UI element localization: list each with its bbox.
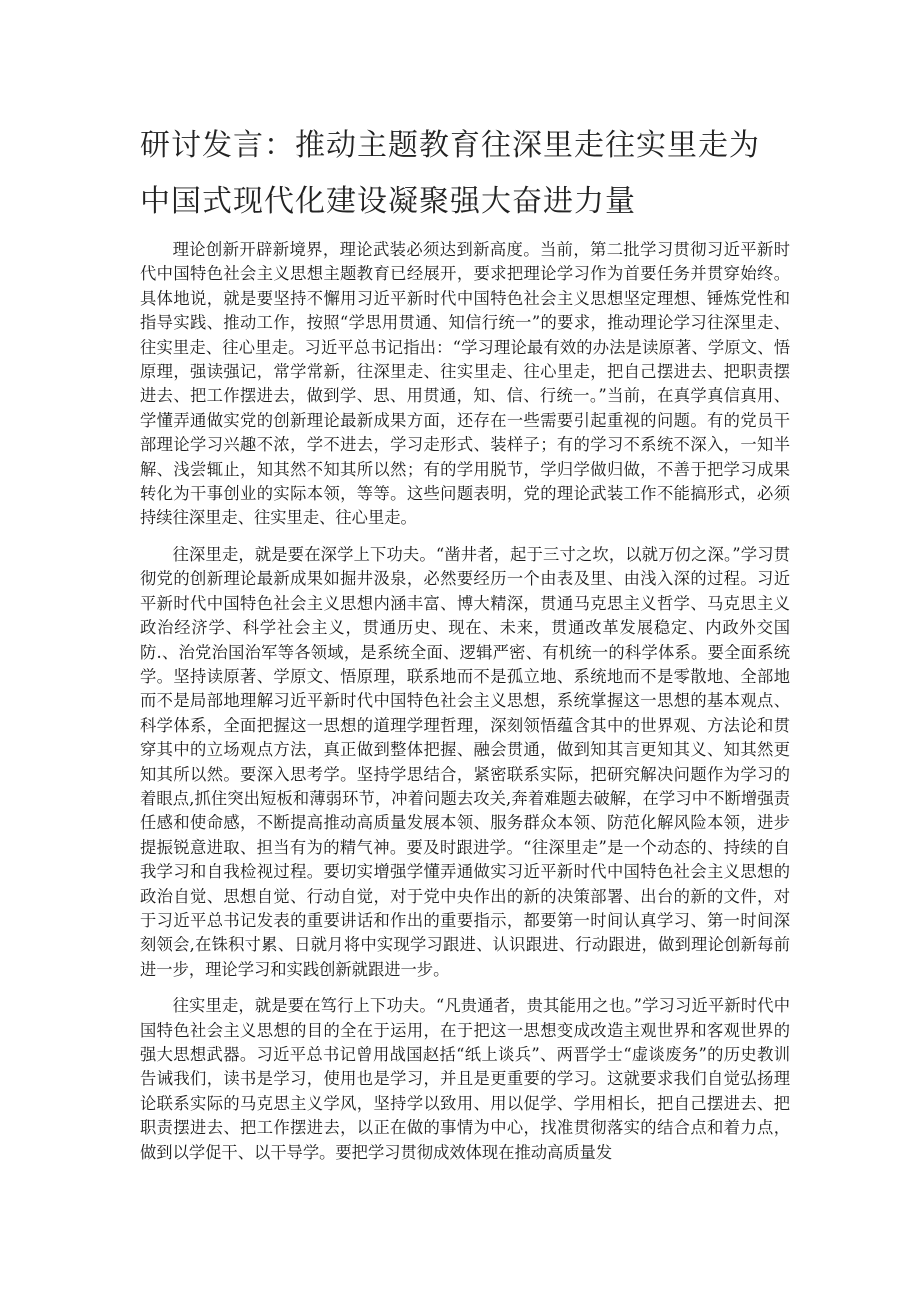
paragraph-1: 理论创新开辟新境界，理论武装必须达到新高度。当前，第二批学习贯彻习近平新时代中国特色社会主义思想主题教育已经展开，要求把理论学习作为首要任务并贯穿始终。具体地说，就是要坚持不懈用习近平新时代中国特色社会主义思想坚定理想、锤炼党性和指导实践、推动工作，按照“学思用贯通、知信行统一”的要求，推动理论学习往深里走、往实里走、往心里走。习近平总书记指出：“学习理论最有效的办法是读原著、学原文、悟原理，强读强记，常学常新，往深里走、往实里走、往心里走，把自己摆进去、把职责摆进去、把工作摆进去，做到学、思、用贯通，知、信、行统一。”当前，在真学真信真用、学懂弄通做实党的创新理论最新成果方面，还存在一些需要引起重视的问题。有的党员干部理论学习兴趣不浓，学不进去，学习走形式、装样子；有的学习不系统不深入，一知半解、浅尝辄止，知其然不知其所以然；有的学用脱节，学归学做归做，不善于把学习成果转化为干事创业的实际本领，等等。这些问题表明，党的理论武装工作不能搞形式，必须持续往深里走、往实里走、往心里走。 <box>140 240 790 528</box>
document-page <box>140 118 790 1177</box>
document-title: 研讨发言：推动主题教育往深里走往实里走为中国式现代化建设凝聚强大奋进力量 <box>140 128 760 219</box>
paragraph-2: 往深里走，就是要在深学上下功夫。“凿井者，起于三寸之坎，以就万仞之深。”学习贯彻党的创新理论最新成果如掘井汲泉，必然要经历一个由表及里、由浅入深的过程。习近平新时代中国特色社会主义思想内涵丰富、博大精深，贯通马克思主义哲学、马克思主义政治经济学、科学社会主义，贯通历史、现在、未来，贯通改革发展稳定、内政外交国防.、治党治国治军等各领域，是系统全面、逻辑严密、有机统一的科学体系。要全面系统学。坚持读原著、学原文、悟原理，联系地而不是孤立地、系统地而不是零散地、全部地而不是局部地理解习近平新时代中国特色社会主义思想，系统掌握这一思想的基本观点、科学体系，全面把握这一思想的道理学理哲理，深刻领悟蕴含其中的世界观、方法论和贯穿其中的立场观点方法，真正做到整体把握、融会贯通，做到知其言更知其义、知其然更知其所以然。要深入思考学。坚持学思结合，紧密联系实际，把研究解决问题作为学习的着眼点,抓住突出短板和薄弱环节，冲着问题去攻关,奔着难题去破解，在学习中不断增强责任感和使命感，不断提高推动高质量发展本领、服务群众本领、防范化解风险本领，进步提振锐意进取、担当有为的精气神。要及时跟进学。“往深里走”是一个动态的、持续的自我学习和自我检视过程。要切实增强学懂弄通做实习近平新时代中国特色社会主义思想的政治自觉、思想自觉、行动自觉，对于党中央作出的新的决策部署、出台的新的文件，对于习近平总书记发表的重要讲话和作出的重要指示，都要第一时间认真学习、第一时间深刻领会,在铢积寸累、日就月将中实现学习跟进、认识跟进、行动跟进，做到理论创新每前进一步，理论学习和实践创新就跟进一步。 <box>140 544 790 979</box>
paragraph-3: 往实里走，就是要在笃行上下功夫。“凡贵通者，贵其能用之也。”学习习近平新时代中国特色社会主义思想的目的全在于运用，在于把这一思想变成改造主观世界和客观世界的强大思想武器。习近平总书记曾用战国赵括“纸上谈兵”、两晋学士“虚谈废务”的历史教训告诫我们，读书是学习，使用也是学习，并且是更重要的学习。这就要求我们自觉弘扬理论联系实际的马克思主义学风，坚持学以致用、用以促学、学用相长，把自己摆进去、把职责摆进去、把工作摆进去，以正在做的事情为中心，找准贯彻落实的结合点和着力点，做到以学促干、以干导学。要把学习贯彻成效体现在推动高质量发 <box>140 996 790 1162</box>
